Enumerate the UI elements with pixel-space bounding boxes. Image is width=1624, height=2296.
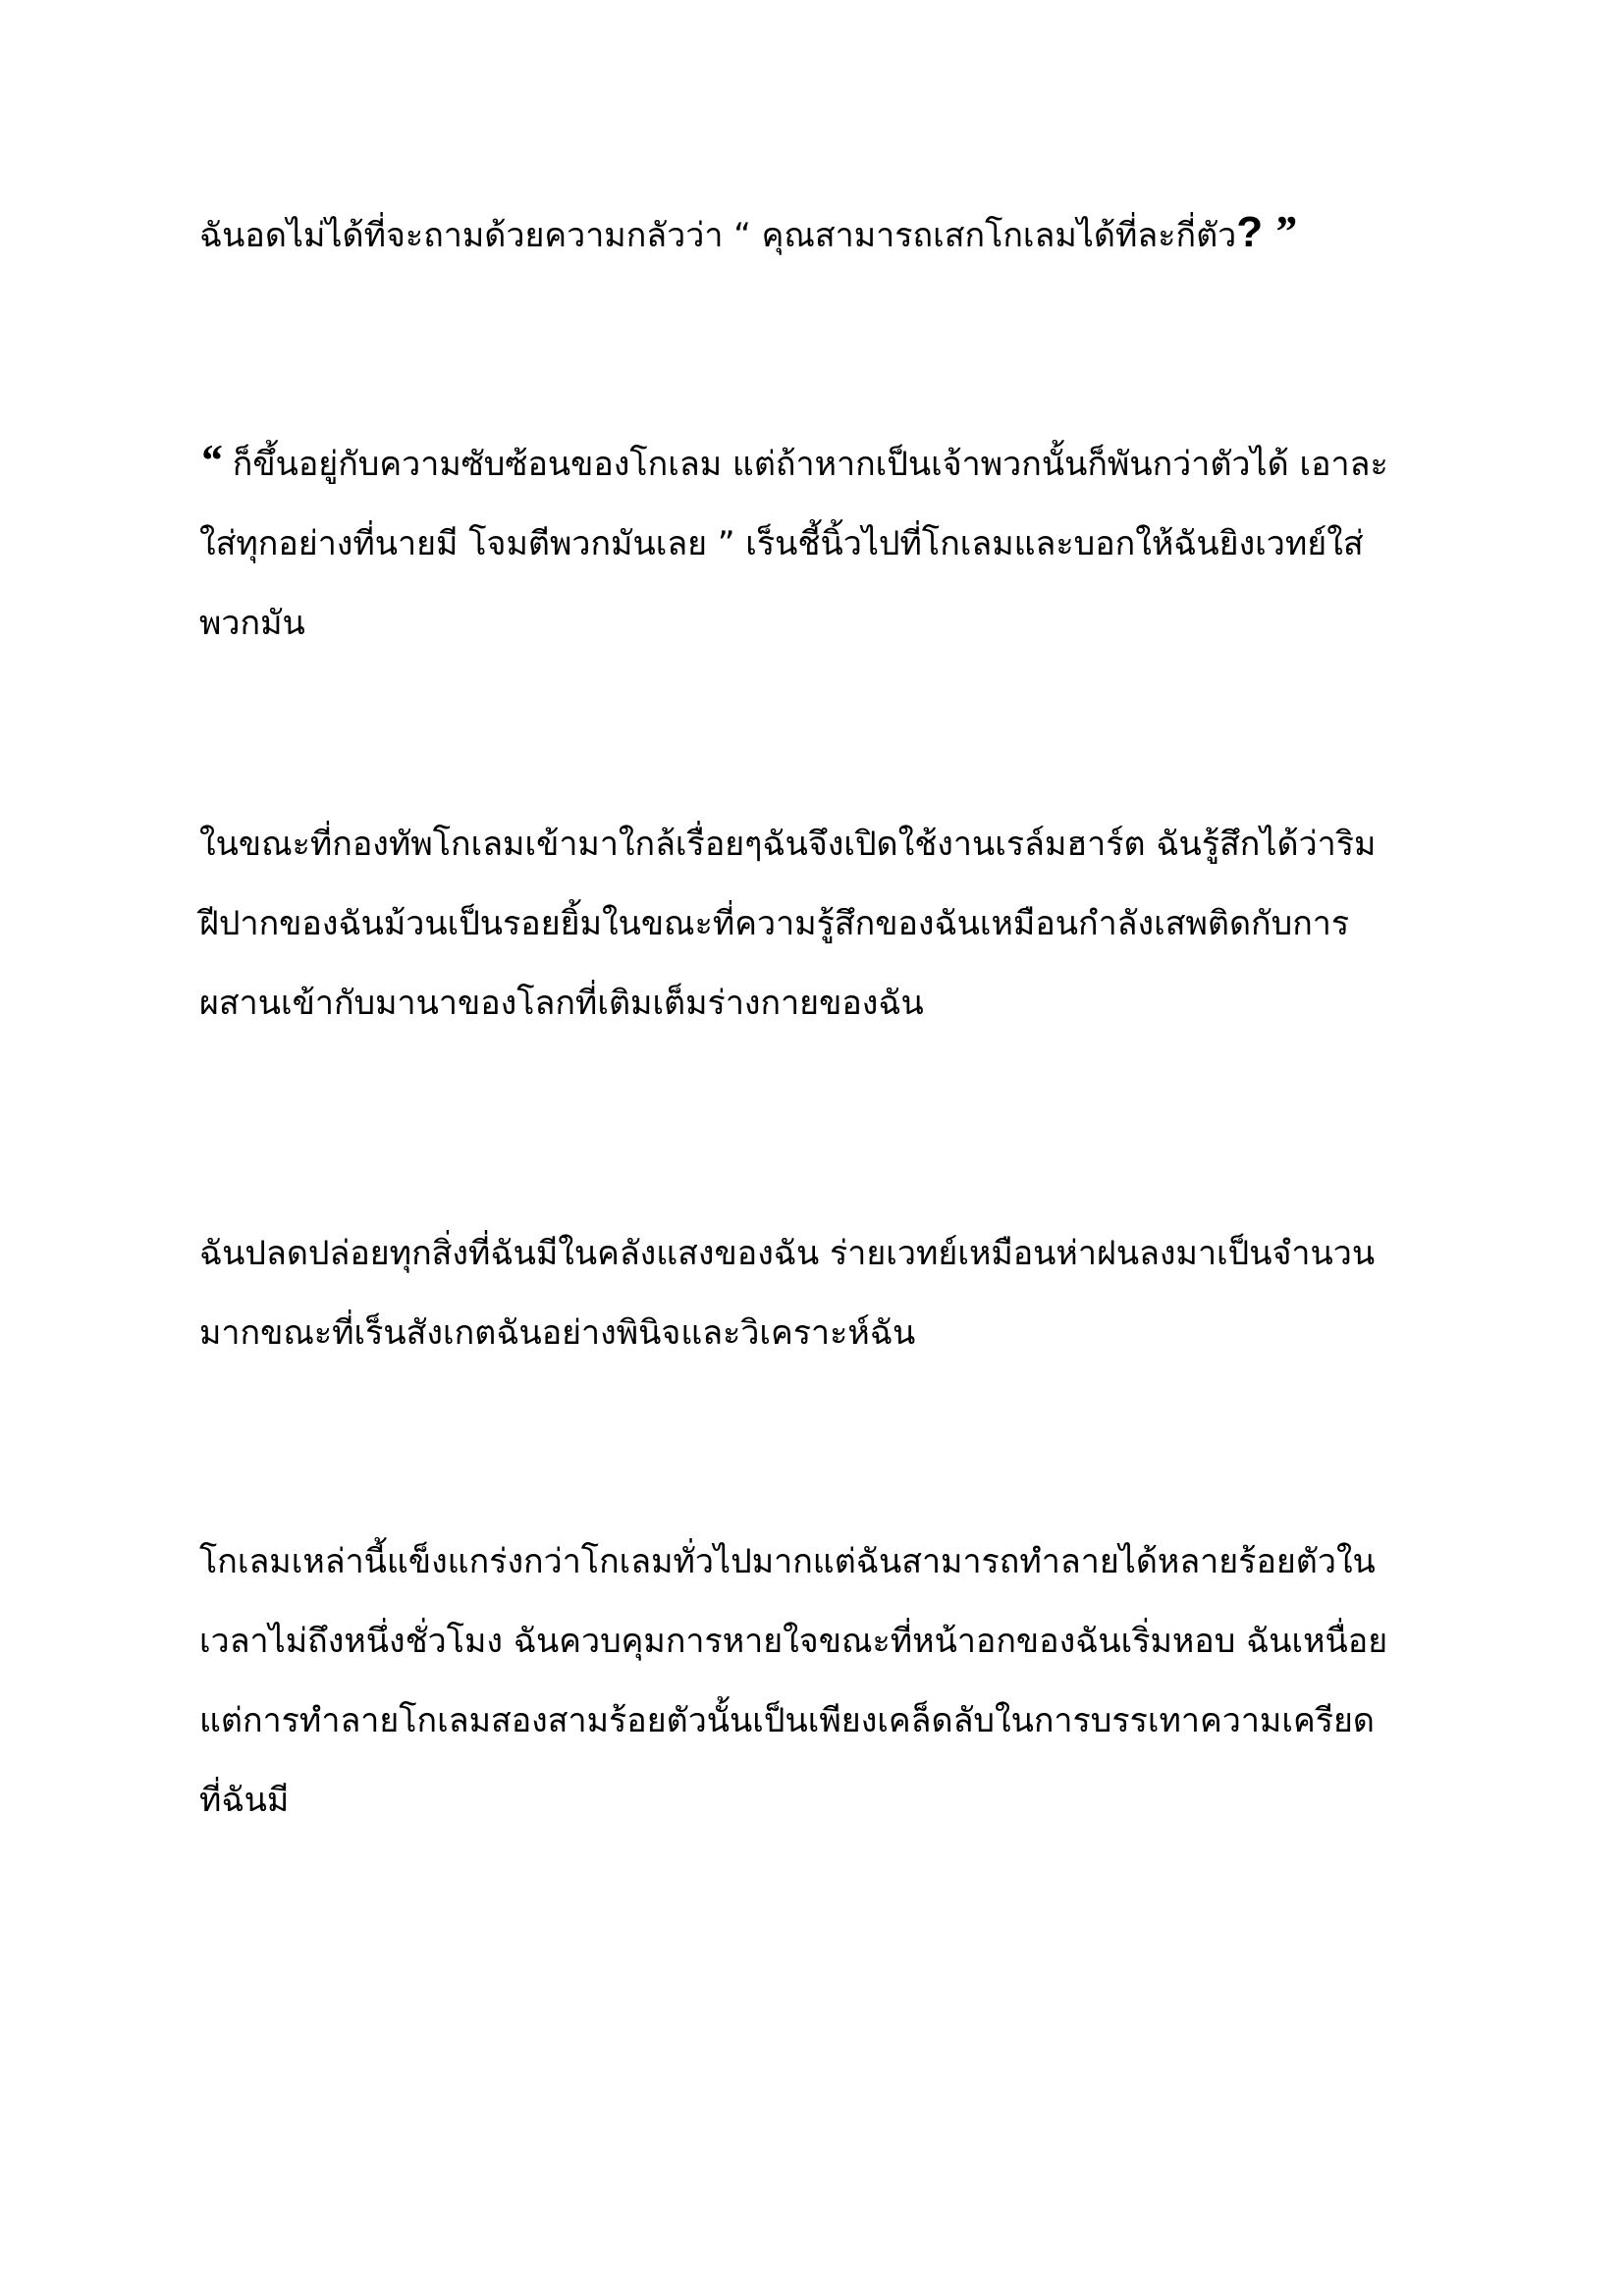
paragraph-line: แต่การทำลายโกเลมสองสามร้อยตัวนั้นเป็นเพียงเคล็ดลับในการบรรเทาความเครียด xyxy=(199,1701,1375,1740)
closing-quote: ” xyxy=(1272,206,1296,256)
paragraph-1 xyxy=(199,191,1446,276)
paragraph-line: ฝีปากของฉันม้วนเป็นรอยยิ้มในขณะที่ความรู้สึกของฉันเหมือนกำลังเสพติดกับการ xyxy=(199,904,1350,943)
paragraph-line: ผสานเข้ากับมานาของโลกที่เติมเต็มร่างกายของฉัน xyxy=(199,984,924,1023)
paragraph-line: ในขณะที่กองทัพโกเลมเข้ามาใกล้เรื่อยๆฉันจึงเปิดใช้งานเรล์มฮาร์ต ฉันรู้สึกได้ว่าริม xyxy=(199,825,1377,864)
paragraph-3 xyxy=(199,805,1446,1043)
paragraph-line: โกเลมเหล่านี้แข็งแกร่งกว่าโกเลมทั่วไปมากแต่ฉันสามารถทำลายได้หลายร้อยตัวใน xyxy=(199,1542,1376,1581)
paragraph-2 xyxy=(199,420,1446,664)
paragraph-line: ที่ฉันมี xyxy=(199,1781,290,1820)
paragraph-line: ใส่ทุกอย่างที่นายมี โจมตีพวกมันเลย ” เร็นชี้นิ้วไปที่โกเลมและบอกให้ฉันยิงเวทย์ใส่ xyxy=(199,524,1364,563)
paragraph-5 xyxy=(199,1522,1446,1841)
paragraph-line: เวลาไม่ถึงหนึ่งชั่วโมง ฉันควบคุมการหายใจขณะที่หน้าอกของฉันเริ่มหอบ ฉันเหนื่อย xyxy=(199,1622,1388,1661)
paragraph-line: ฉันอดไม่ได้ที่จะถามด้วยความกลัวว่า “ คุณสามารถเสกโกเลมได้ที่ละกี่ตัว? ” xyxy=(199,206,1296,256)
paragraph-4 xyxy=(199,1214,1446,1373)
opening-quote: “ xyxy=(199,435,222,485)
paragraph-line: “ ก็ขึ้นอยู่กับความซับซ้อนของโกเลม แต่ถ้าหากเป็นเจ้าพวกนั้นก็พันกว่าตัวได้ เอาละ xyxy=(199,435,1388,485)
paragraph-line: มากขณะที่เร็นสังเกตฉันอย่างพินิจและวิเคราะห์ฉัน xyxy=(199,1313,916,1353)
paragraph-line: พวกมัน xyxy=(199,604,305,643)
paragraph-line: ฉันปลดปล่อยทุกสิ่งที่ฉันมีในคลังแสงของฉัน ร่ายเวทย์เหมือนห่าฝนลงมาเป็นจำนวน xyxy=(199,1234,1376,1273)
question-mark: ? xyxy=(1236,208,1264,256)
